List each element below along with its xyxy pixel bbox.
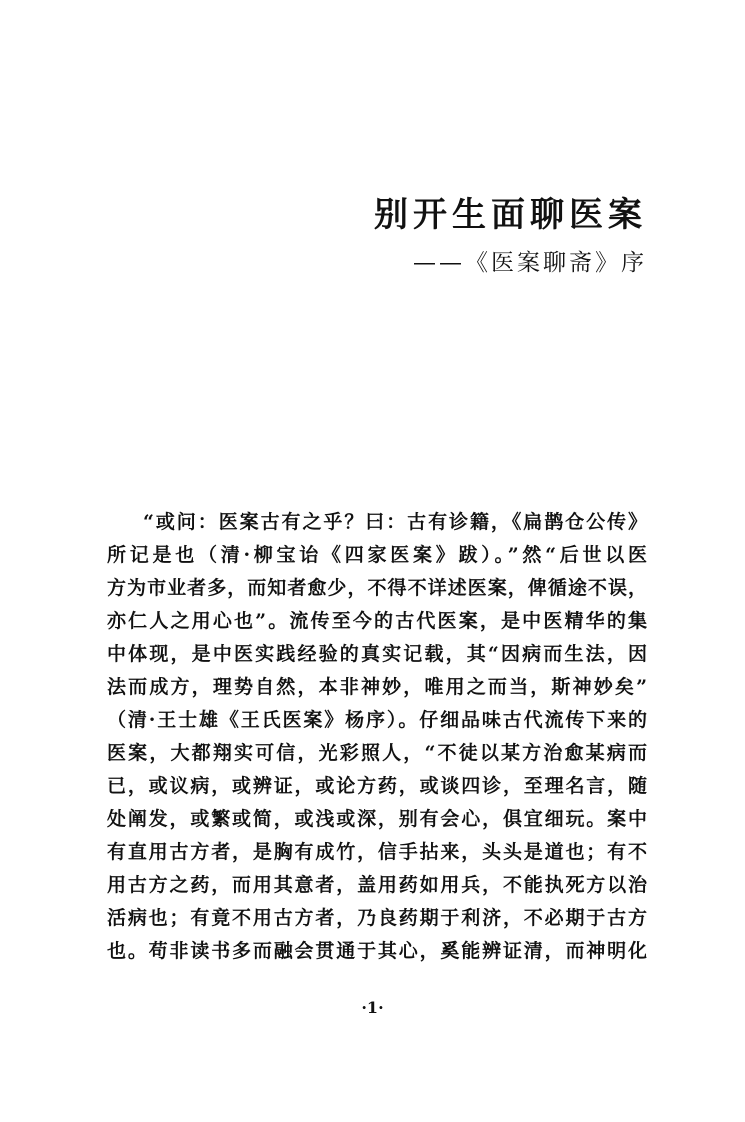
text-line: 活病也；有竟不用古方者，乃良药期于利济，不必期于古方 [107,907,647,929]
page-subtitle: ——《医案聊斋》序 [413,250,647,276]
text-line: 也。苟非读书多而融会贯通于其心，奚能辨证清，而神明化 [107,940,647,962]
text-line: “或问：医案古有之乎？曰：古有诊籍，《扁鹊仓公传》 [143,511,647,533]
text-line: 中体现，是中医实践经验的真实记载，其“因病而生法，因 [107,643,647,665]
body-text [107,506,647,968]
page-number: ·1· [361,998,384,1017]
title-block [374,195,647,279]
text-line: 有直用古方者，是胸有成竹，信手拈来，头头是道也；有不 [107,841,647,863]
text-line: （清·王士雄《王氏医案》杨序）。仔细品味古代流传下来的 [107,709,647,731]
page-title: 别开生面聊医案 [374,195,647,235]
text-line: 已，或议病，或辨证，或论方药，或谈四诊，至理名言，随 [107,775,647,797]
text-line: 亦仁人之用心也”。流传至今的古代医案，是中医精华的集 [107,610,647,632]
text-line: 方为市业者多，而知者愈少，不得不详述医案，俾循途不误， [107,577,647,599]
text-line: 医案，大都翔实可信，光彩照人，“不徒以某方治愈某病而 [107,742,647,764]
text-line: 处阐发，或繁或简，或浅或深，别有会心，俱宜细玩。案中 [107,808,647,830]
text-line: 用古方之药，而用其意者，盖用药如用兵，不能执死方以治 [107,874,647,896]
text-line: 法而成方，理势自然，本非神妙，唯用之而当，斯神妙矣” [107,676,647,698]
text-line: 所记是也（清·柳宝诒《四家医案》跋）。”然“后世以医 [107,544,647,566]
